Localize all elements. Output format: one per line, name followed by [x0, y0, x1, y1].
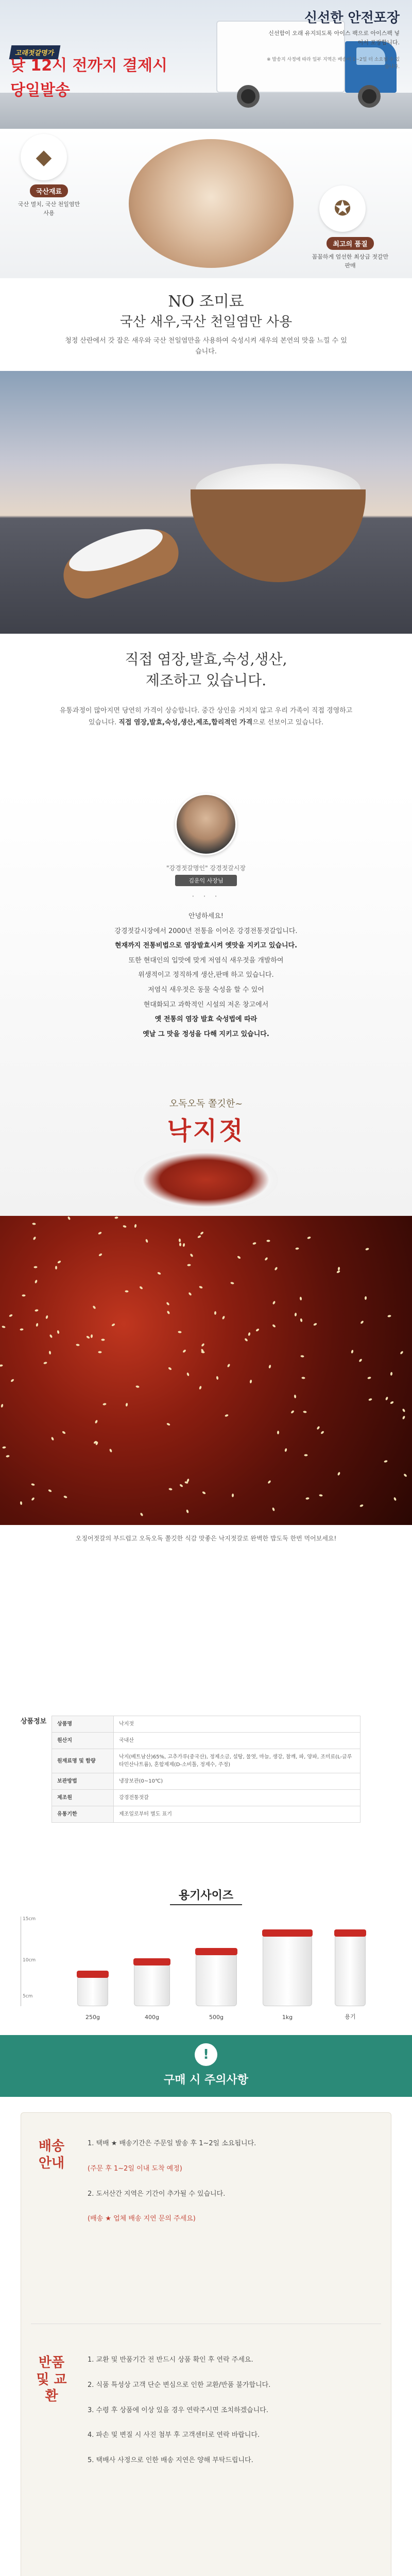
sesame-seed — [139, 1286, 143, 1290]
info-value: 낙지(베트남산)65%, 고추가루(중국산), 정제소금, 설탕, 물엿, 마늘, 생강, 참깨, 파, 양파, 조미료(L-글루타민산나트륨), 혼합제제(D-소비톨, 정제수, 주정) — [114, 1749, 360, 1773]
sesame-seed — [365, 1296, 367, 1300]
notice-item: 2. 식품 특성상 고객 단순 변심으로 인한 교환/반품 불가합니다. — [88, 2381, 271, 2389]
sesame-seed — [32, 1223, 36, 1225]
info-key: 원재료명 및 함량 — [52, 1749, 114, 1773]
container-size-title: 용기사이즈 — [178, 1889, 234, 1902]
sesame-seed — [91, 1334, 93, 1338]
avatar — [175, 793, 237, 855]
packaging-title: 신선한 안전포장 — [304, 10, 400, 26]
origin-feature — [15, 184, 82, 217]
sesame-seed — [114, 1216, 118, 1219]
sesame-seed — [166, 1422, 170, 1426]
info-row — [52, 1790, 360, 1806]
sesame-seed — [20, 1328, 23, 1331]
sesame-seed — [385, 1396, 389, 1400]
salt-bowl — [191, 489, 366, 582]
sesame-seed — [55, 1266, 57, 1269]
sesame-seed — [290, 1410, 295, 1414]
container-size-section — [0, 1880, 412, 2035]
sesame-seed — [179, 1484, 183, 1488]
origin-label: 국산재료 — [30, 184, 68, 197]
sesame-seed — [1, 1404, 4, 1408]
sesame-seed — [67, 1216, 71, 1220]
quality-feature — [309, 237, 391, 270]
sesame-seed — [145, 1239, 148, 1243]
info-row — [52, 1773, 360, 1790]
warning-icon: ! — [195, 2043, 217, 2066]
sesame-seed — [135, 1385, 140, 1388]
info-value: 국내산 — [114, 1733, 360, 1749]
sesame-seed — [98, 1253, 102, 1257]
sesame-seed — [387, 1315, 391, 1317]
sesame-seed — [10, 1379, 14, 1383]
sesame-seed — [295, 1247, 299, 1250]
sesame-seed — [272, 1300, 276, 1304]
sesame-seed — [199, 1285, 203, 1289]
sesame-seed — [200, 1231, 204, 1235]
sesame-seed — [359, 1504, 364, 1507]
sesame-seed — [300, 1355, 304, 1358]
sesame-seed — [57, 1260, 61, 1264]
product-tagline: 오독오독 쫄깃한~ — [169, 1098, 243, 1109]
sesame-seed — [222, 1315, 226, 1319]
info-value: 냉장보관(0~10℃) — [114, 1773, 360, 1790]
sesame-seed — [252, 1242, 256, 1245]
sesame-seed — [168, 1488, 173, 1490]
sesame-seed — [168, 1367, 172, 1370]
sesame-seed — [45, 1315, 48, 1319]
master-quote: "강경젓갈명인" 강경젓갈시장 — [166, 865, 246, 872]
sesame-seed — [0, 1364, 3, 1367]
sesame-seed — [20, 1501, 23, 1505]
info-value: 제조일로부터 별도 표기 — [114, 1806, 360, 1823]
sesame-seed — [351, 1350, 354, 1354]
sesame-seed — [186, 1479, 190, 1483]
sesame-seed — [294, 1395, 297, 1398]
sesame-seed — [390, 1372, 393, 1376]
sesame-seed — [305, 1497, 310, 1500]
sesame-seed — [183, 1243, 185, 1247]
sesame-seed — [9, 1314, 13, 1317]
container-jar — [196, 1953, 237, 2006]
jar-label: 500g — [209, 2014, 224, 2021]
sesame-seed — [86, 1335, 90, 1339]
sesame-seed — [35, 1309, 39, 1312]
sesame-seed — [101, 1338, 105, 1341]
sesame-seed — [186, 1372, 190, 1377]
sesame-seed — [102, 1403, 107, 1405]
sesame-seed — [157, 1272, 161, 1275]
jar-label: 250g — [85, 2014, 100, 2021]
sesame-seed — [214, 1311, 216, 1315]
jar-label: 1kg — [282, 2014, 293, 2021]
master-letter: 안녕하세요! 강경젓갈시장에서 2000년 전통을 이어온 강경전통젓갈입니다. 현재까지 전통비법으로 염장발효시켜 옛맛을 지키고 있습니다. 또한 현대인의 입맛에 맞게 저염식 새우젓을 개발하여 위생적이고 정직하게 생산,판매 하고 있습니다. 저염식 새우젓은 동물 숙성을 할 수 있어 현대화되고 과학적인 시설의 저온 창고에서 옛 전통의 염장 발효 숙성법에 따라 옛날 그 맛을 정성을 다해 지키고 있습니다. — [114, 912, 298, 1038]
product-info-section — [0, 1710, 412, 1880]
container-jar — [335, 1934, 366, 2006]
sesame-seed — [134, 1224, 136, 1228]
sesame-seed — [300, 1318, 302, 1323]
notice-item: 1. 교환 및 반품기간 전 반드시 상품 확인 후 연락 주세요. — [88, 2356, 253, 2364]
sesame-seed — [201, 1351, 204, 1353]
sesame-seed — [123, 1225, 127, 1228]
sesame-seed — [22, 1294, 25, 1296]
info-value: 낙지젓 — [114, 1716, 360, 1733]
sesame-seed — [237, 1256, 241, 1259]
info-key: 보관방법 — [52, 1773, 114, 1790]
sesame-seed — [6, 1455, 10, 1458]
notice-item: 1. 택배 ★ 배송기간은 주문일 발송 후 1~2일 소요됩니다. — [88, 2140, 256, 2147]
info-row — [52, 1749, 360, 1773]
sesame-seed — [216, 1376, 218, 1380]
direct-production-title: 직접 염장,발효,숙성,생산, 제조하고 있습니다. — [125, 651, 287, 689]
sesame-seed — [384, 1460, 388, 1463]
master-story-section — [0, 788, 412, 1216]
ruler-label: 15cm — [23, 1917, 36, 1922]
sesame-seed — [190, 1253, 193, 1258]
sesame-seed — [49, 1334, 53, 1338]
jar-label: 400g — [145, 2014, 159, 2021]
sesame-seed — [365, 1248, 369, 1251]
order-deadline — [10, 57, 167, 75]
sesame-seed — [33, 1266, 37, 1268]
sesame-seed — [57, 1330, 60, 1334]
sesame-seed — [2, 1326, 6, 1329]
sesame-seed — [109, 1448, 113, 1452]
return-items — [88, 2354, 376, 2480]
sesame-seed — [31, 1497, 35, 1501]
product-plate-photo — [134, 1149, 278, 1211]
container-jar — [263, 1934, 312, 2006]
deadline-time: 낮 12시 전 — [10, 57, 88, 75]
sesame-seed — [76, 1344, 80, 1346]
sesame-seed — [360, 1320, 364, 1325]
sea-salt-photo — [0, 371, 412, 634]
product-info-table — [52, 1716, 360, 1823]
info-key: 상품명 — [52, 1716, 114, 1733]
notice-item: 5. 택배사 사정으로 인한 배송 지연은 양해 부탁드립니다. — [88, 2456, 253, 2464]
sesame-seed — [368, 1398, 372, 1401]
sesame-seed — [188, 1292, 192, 1296]
sesame-seed — [179, 1243, 181, 1246]
sesame-seed — [272, 1324, 276, 1328]
product-closeup-photo — [0, 1216, 412, 1525]
shipping-category: 배송 안내 — [38, 2139, 65, 2171]
sesame-seed — [319, 1494, 322, 1497]
sesame-seed — [187, 1264, 191, 1266]
container-jar — [134, 1963, 170, 2006]
sesame-seed — [277, 1431, 279, 1434]
ruler-label: 10cm — [23, 1958, 36, 1963]
sesame-seed — [304, 1454, 308, 1456]
info-key: 원산지 — [52, 1733, 114, 1749]
korea-map-icon: ◆ — [21, 134, 67, 180]
sesame-seed — [178, 1331, 181, 1333]
sesame-seed — [400, 1351, 404, 1355]
deadline-text: 까지 결제시 — [87, 57, 167, 75]
quality-desc: 꼼꼼하게 엄선한 최상급 젓갈만 판매 — [312, 253, 389, 269]
sesame-seed — [272, 1507, 275, 1511]
sesame-seed — [179, 1239, 181, 1242]
sesame-seed — [92, 1306, 96, 1310]
purchase-notice-section — [0, 2035, 412, 2576]
product-name: 낙지젓 — [167, 1116, 245, 1145]
notice-title: 구매 시 주의사항 — [163, 2074, 249, 2087]
sesame-seed — [284, 1448, 287, 1452]
return-category: 반품 및 교환 — [36, 2355, 67, 2404]
sesame-seed — [32, 1236, 36, 1240]
sesame-seed — [303, 1411, 307, 1413]
sesame-seed — [249, 1380, 252, 1384]
notice-item: (주문 후 1~2일 이내 도착 예정) — [88, 2164, 182, 2173]
no-msg-title: NO 조미료 — [168, 293, 244, 311]
same-day-shipping: 당일발송 — [10, 81, 70, 99]
sesame-seed — [43, 1362, 47, 1365]
sesame-seed — [274, 1266, 278, 1270]
sesame-seed — [140, 1512, 143, 1516]
sesame-seed — [393, 1497, 397, 1501]
sesame-seed — [98, 1231, 102, 1235]
notice-item: 3. 수령 후 상품에 이상 있을 경우 연락주시면 조치하겠습니다. — [88, 2406, 268, 2414]
notice-item: 2. 도서산간 지역은 기간이 추가될 수 있습니다. — [88, 2190, 226, 2198]
sesame-seed — [337, 1471, 341, 1476]
jar-label: 용기 — [345, 2013, 356, 2020]
sesame-seed — [2, 1446, 6, 1449]
direct-production-desc: 유통과정이 많아지면 당연히 가격이 상승합니다. 중간 상인을 거치지 않고 우리 가족이 직접 경영하고 있습니다. 직접 염장,발효,숙성,생산,제조,합리적인 가격으로 선보이고 있습니다. — [59, 707, 353, 727]
shipping-items — [88, 2138, 376, 2239]
sesame-seed — [36, 1323, 39, 1327]
sesame-seed — [232, 1494, 234, 1497]
no-msg-desc: 청정 산란에서 갓 잡은 새우와 국산 천일염만을 사용하여 숙성시켜 새우의 본연의 맛을 느낄 수 있습니다. — [65, 337, 347, 355]
sesame-seed — [230, 1282, 234, 1285]
sesame-seed — [244, 1338, 248, 1342]
sesame-seed — [390, 1401, 394, 1404]
product-caption-section — [0, 1525, 412, 1710]
sesame-seed — [402, 1408, 405, 1412]
sesame-seed — [316, 1426, 320, 1430]
sesame-seed — [62, 1431, 66, 1434]
sesame-seed — [227, 1363, 230, 1367]
master-name: 김운익 사장님 — [175, 875, 237, 886]
info-key: 유통기한 — [52, 1806, 114, 1823]
sesame-seed — [307, 1236, 311, 1239]
info-row — [52, 1806, 360, 1823]
food-photo — [129, 139, 294, 268]
info-row — [52, 1733, 360, 1749]
sesame-seed — [268, 1365, 271, 1369]
packaging-note: ※ 발송지 사정에 따라 일부 지역은 배송이 1~2일 더 소요될 수 있습니다. — [267, 57, 400, 70]
sesame-seed — [300, 1297, 302, 1300]
sesame-seed — [255, 1328, 260, 1332]
sesame-seed — [402, 1415, 406, 1419]
sesame-seed — [125, 1290, 128, 1292]
sesame-seed — [197, 1235, 201, 1239]
brand-logo: 고래젓갈명가 — [9, 45, 61, 59]
container-jar — [77, 1975, 108, 2006]
sesame-seed — [111, 1323, 115, 1327]
sesame-seed — [295, 1313, 297, 1316]
sesame-seed — [49, 1351, 52, 1354]
info-row — [52, 1716, 360, 1733]
sesame-seed — [403, 1473, 407, 1478]
sesame-seed — [95, 1419, 98, 1423]
sesame-seed — [267, 1480, 271, 1484]
info-key: 제조원 — [52, 1790, 114, 1806]
sesame-seed — [225, 1414, 229, 1417]
sesame-seed — [301, 1377, 305, 1379]
quality-label: 최고의 품질 — [327, 237, 373, 250]
sesame-seed — [125, 1403, 128, 1407]
sesame-seed — [313, 1323, 317, 1326]
sesame-seed — [201, 1343, 205, 1347]
no-msg-subtitle: 국산 새우,국산 천일염만 사용 — [119, 314, 293, 330]
sesame-seed — [63, 1495, 67, 1498]
sesame-seed — [266, 1240, 270, 1242]
sesame-seed — [358, 1359, 363, 1363]
product-info-title: 상품정보 — [21, 1718, 47, 1725]
delivery-hero-section — [0, 0, 412, 129]
divider-dots: · · · — [192, 891, 220, 901]
sesame-seed — [51, 1436, 55, 1440]
sesame-seed — [199, 1386, 202, 1390]
sesame-seed — [31, 1483, 35, 1486]
info-value: 강경전통젓갈 — [114, 1790, 360, 1806]
no-msg-section — [0, 278, 412, 371]
notice-item: 4. 파손 및 변질 시 사진 첨부 후 고객센터로 연락 바랍니다. — [88, 2431, 260, 2439]
sesame-seed — [367, 1377, 371, 1380]
sesame-seed — [35, 1279, 38, 1283]
sesame-seed — [320, 1431, 324, 1435]
sesame-seed — [336, 1270, 340, 1274]
quality-medal-icon: ✪ — [319, 185, 366, 232]
direct-production-section — [0, 634, 412, 788]
sesame-seed — [166, 1302, 170, 1306]
origin-quality-section — [0, 129, 412, 278]
ruler-label: 5cm — [23, 1994, 33, 1999]
packaging-desc: 신선함이 오래 유지되도록 아이스 팩으로 아이스팩 넣어서 포장합니다. — [268, 30, 400, 46]
sesame-seed — [48, 1489, 52, 1493]
sesame-seed — [98, 1351, 101, 1353]
sesame-seed — [182, 1349, 186, 1353]
origin-desc: 국산 멸치, 국산 천일염만 사용 — [18, 201, 80, 216]
sesame-seed — [264, 1257, 268, 1261]
sesame-seed — [248, 1332, 251, 1336]
sesame-seed — [202, 1491, 206, 1495]
sesame-seed — [186, 1510, 189, 1514]
notice-item: (배송 ★ 업체 배송 지연 문의 주세요) — [88, 2215, 196, 2223]
product-caption: 오징어젓갈의 부드럽고 오독오독 쫄깃한 식감 맛좋은 낙지젓갈로 완벽한 밥도둑 한번 먹어보세요! — [75, 1535, 337, 1542]
notice-header — [0, 2035, 412, 2097]
sesame-seed — [166, 1310, 170, 1314]
